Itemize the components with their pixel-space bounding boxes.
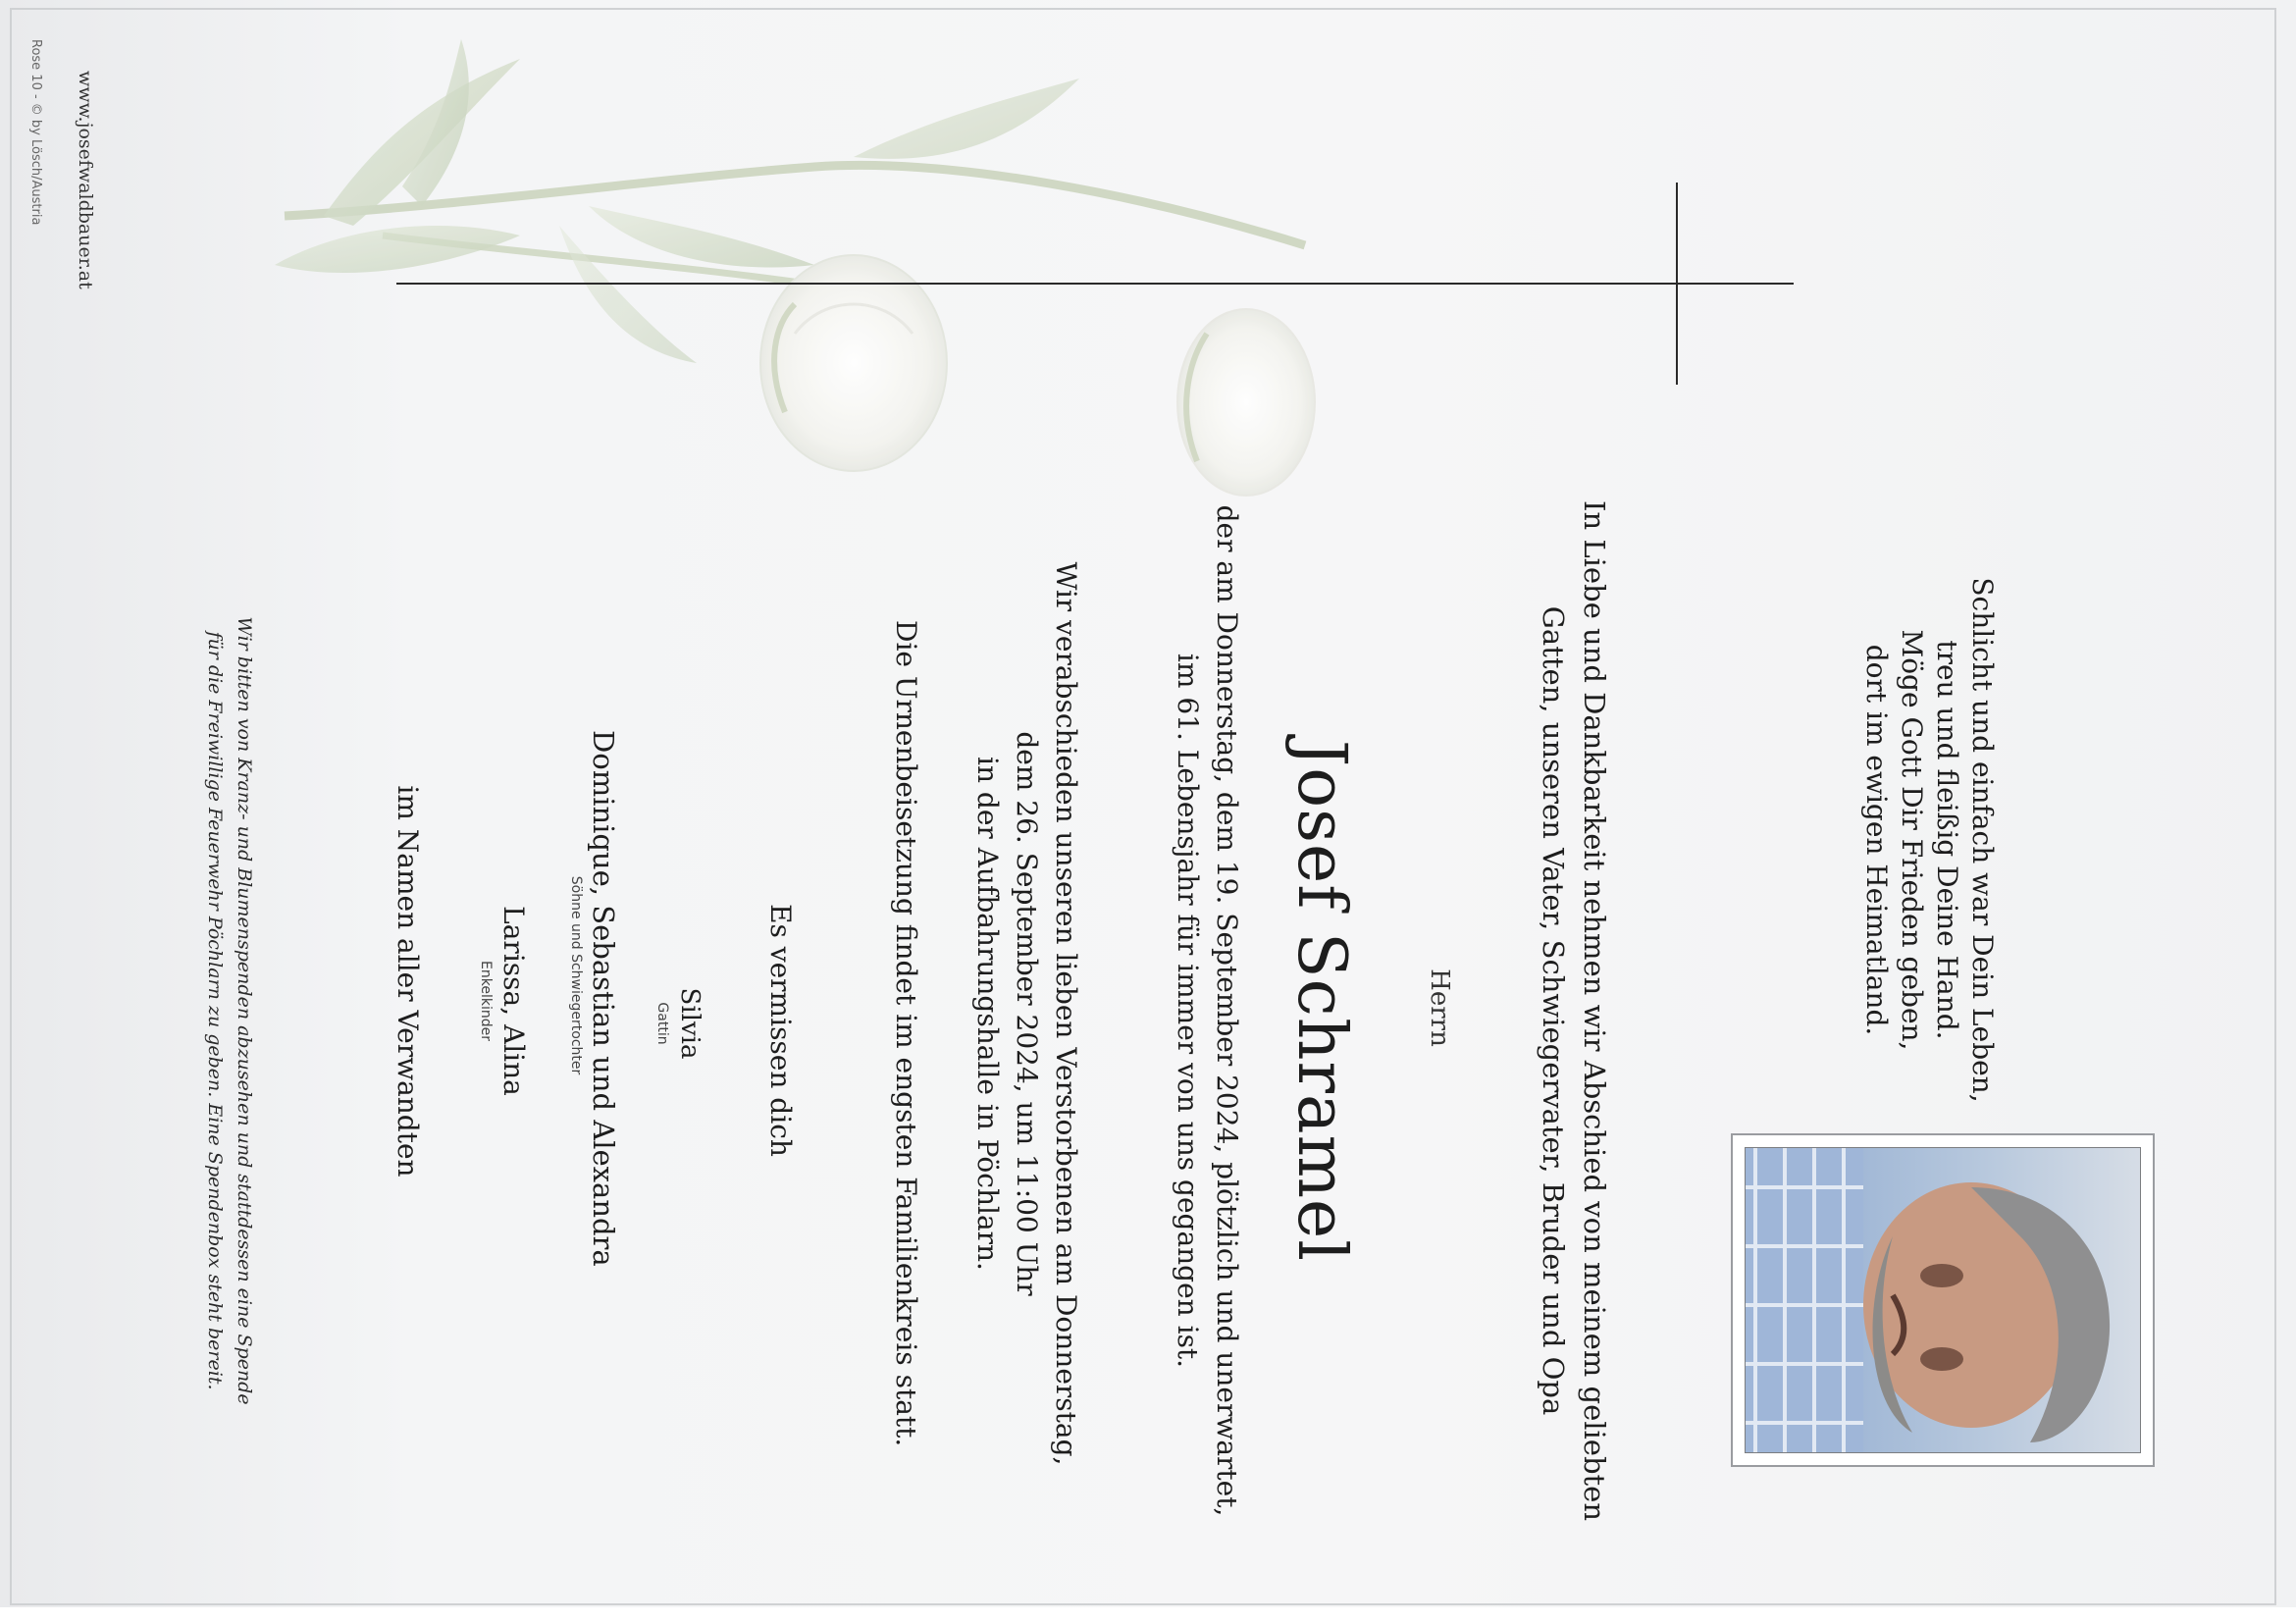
spouse-role: Gattin	[654, 1002, 670, 1045]
portrait-photo	[1745, 1147, 2141, 1453]
spouse-name: Silvia	[675, 987, 704, 1060]
portrait-illustration	[1746, 1148, 2141, 1453]
poem-line: dort im ewigen Heimatland.	[1860, 644, 1893, 1036]
grandchildren-names: Larissa, Alina	[497, 906, 530, 1096]
funeral-line: Wir verabschieden unseren lieben Verstorbenen am Donnerstag,	[1050, 561, 1082, 1466]
cross-vertical-bar	[1676, 183, 1678, 385]
portrait-frame	[1731, 1133, 2155, 1467]
sons-names: Dominique, Sebastian und Alexandra	[587, 730, 620, 1267]
donation-note	[200, 569, 259, 1452]
note-line: für die Freiwillige Feuerwehr Pöchlarn zu geben. Eine Spendenbox steht bereit.	[204, 631, 226, 1390]
deceased-name: Josef Schramel	[1282, 739, 1360, 1263]
passing-notice	[1168, 496, 1246, 1526]
mourners-heading: Es vermissen dich	[764, 904, 797, 1157]
note-line: Wir bitten von Kranz- und Blumenspenden abzusehen und stattdessen eine Spende	[234, 616, 255, 1405]
poem-line: treu und fleißig Deine Hand.	[1931, 640, 1963, 1040]
relatives-line: im Namen aller Verwandten	[391, 785, 424, 1178]
funeral-line: dem 26. September 2024, um 11:00 Uhr	[1011, 731, 1043, 1296]
scan-edge	[0, 1607, 2296, 1623]
intro-line: Gatten, unseren Vater, Schwiegervater, Bruder und Opa	[1537, 605, 1570, 1416]
rose-illustration	[265, 39, 1354, 510]
passing-line: im 61. Lebensjahr für immer von uns gegangen ist.	[1172, 653, 1204, 1369]
salutation: Herrn	[1425, 969, 1454, 1047]
poem-line: Möge Gott Dir Frieden geben,	[1896, 629, 1928, 1051]
poem-line: Schlicht und einfach war Dein Leben,	[1966, 577, 1999, 1103]
funeral-details	[967, 543, 1085, 1485]
urn-burial-notice: Die Urnenbeisetzung findet im engsten Familienkreis statt.	[890, 620, 922, 1447]
website-url: www.josefwaldbauer.at	[75, 71, 96, 289]
intro-line: In Liebe und Dankbarkeit nehmen wir Abschied von meinem geliebten	[1578, 499, 1611, 1522]
farewell-intro	[1533, 496, 1615, 1526]
passing-line: der am Donnerstag, dem 19. September 2024, plötzlich und unerwartet,	[1211, 504, 1243, 1517]
image-credit: Rose 10 - © by Lösch/Austria	[28, 39, 43, 226]
sons-role: Söhne und Schwiegertochter	[568, 875, 584, 1075]
cross-horizontal-bar	[396, 283, 1794, 285]
poem	[1858, 526, 2000, 1154]
funeral-line: in der Aufbahrungshalle in Pöchlarn.	[971, 757, 1004, 1271]
grandchildren-role: Enkelkinder	[478, 961, 494, 1041]
